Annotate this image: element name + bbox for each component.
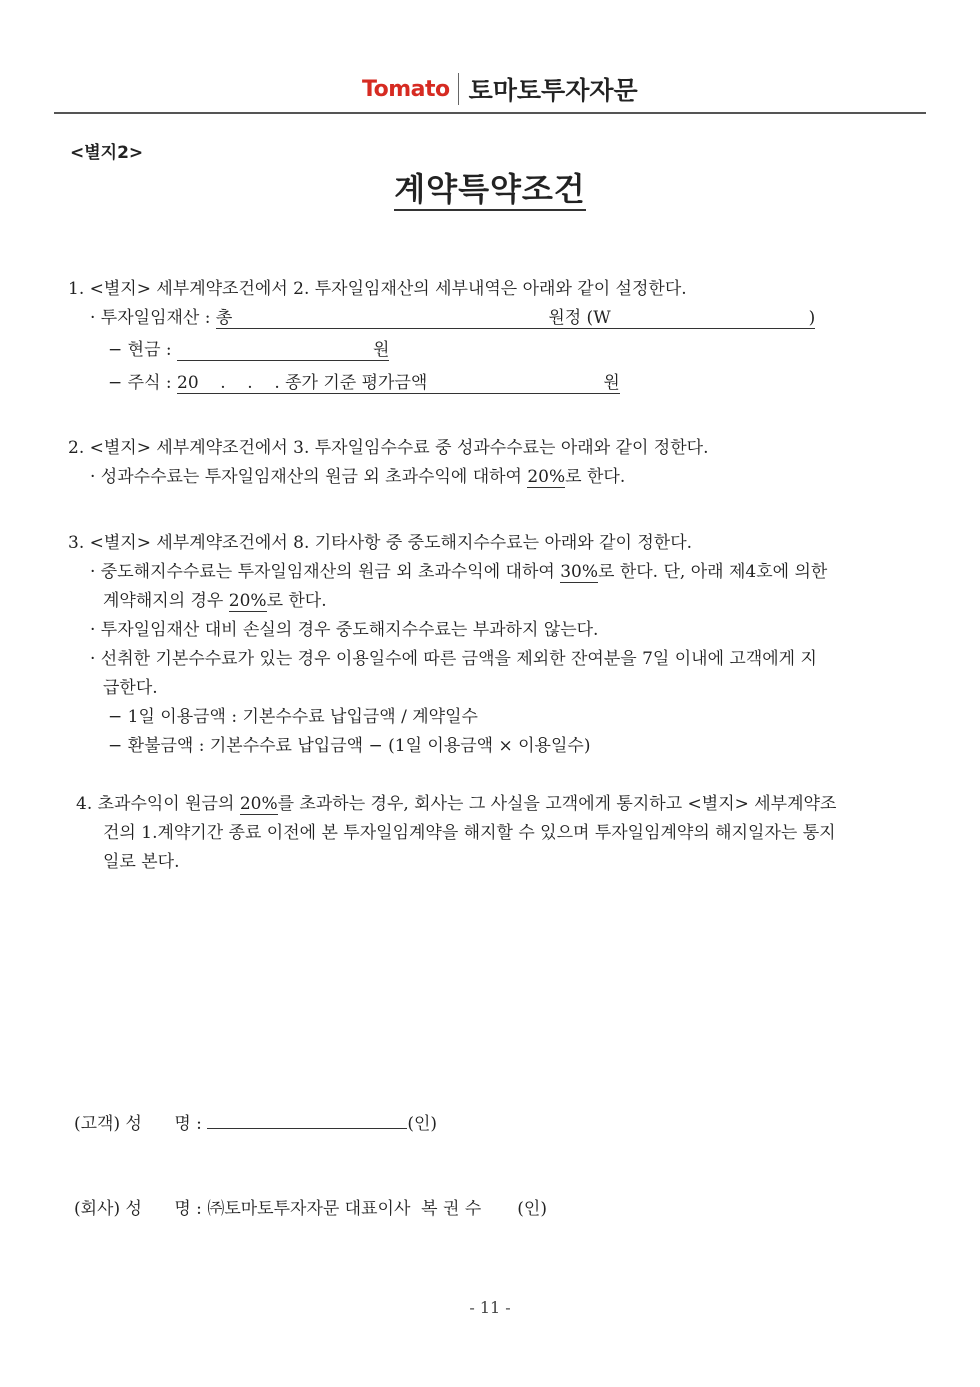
page-title [0, 164, 980, 210]
company-logo [362, 72, 638, 106]
logo-korean: 토마토투자자문 [468, 76, 638, 105]
refund-formula: − 환불금액 : 기본수수료 납입금액 − (1일 이용금액 × 이용일수) [108, 736, 591, 756]
asset-label: · 투자일임재산 : [90, 308, 216, 328]
asset-won-label: 원정 (W [548, 308, 611, 328]
logo-english: Tomato [362, 76, 450, 102]
company-representative: ㈜토마토투자자문 대표이사 복 권 수 [207, 1199, 482, 1219]
daily-amount-formula: − 1일 이용금액 : 기본수수료 납입금액 / 계약일수 [108, 707, 478, 727]
loss-exemption-row: · 투자일임재산 대비 손실의 경우 중도해지수수료는 부과하지 않는다. [90, 620, 599, 640]
company-seal: (인) [517, 1199, 547, 1219]
doc-tag: <별지2> [70, 143, 144, 163]
prepaid-fee-row: · 선취한 기본수수료가 있는 경우 이용일수에 따른 금액을 제외한 잔여분을 7일 이내에 고객에게 지 [90, 649, 817, 669]
cash-field: 원 [177, 340, 389, 361]
section-4-line-2: 건의 1.계약기간 종료 이전에 본 투자일임계약을 해지할 수 있으며 투자일임계약의 해지일자는 통지 [103, 823, 836, 843]
stock-label: − 주식 : [108, 373, 178, 393]
stock-field: 20 . . . 종가 기준 평가금액 원 [177, 373, 620, 393]
company-label: (회사) 성 명 : [74, 1199, 208, 1219]
section-4-line-3: 일로 본다. [103, 852, 180, 872]
logo-divider [458, 73, 459, 105]
early-fee-row-cont: 계약해지의 경우 20%로 한다. [103, 591, 327, 611]
customer-label: (고객) 성 명 : [74, 1114, 208, 1134]
perf-fee-row: · 성과수수료는 투자일임재산의 원금 외 초과수익에 대하여 20%로 한다. [90, 467, 626, 487]
customer-seal: (인) [407, 1114, 438, 1134]
asset-row [90, 307, 815, 329]
customer-name-field[interactable] [207, 1111, 407, 1129]
header-rule [54, 112, 926, 114]
customer-signature-row [74, 1111, 437, 1135]
section-4-line: 4. 초과수익이 원금의 20%를 초과하는 경우, 회사는 그 사실을 고객에게 통지하고 <별지> 세부계약조 [76, 794, 837, 814]
prepaid-fee-row-cont: 급한다. [103, 678, 158, 698]
early-fee-percent: 30% [560, 562, 598, 582]
section-1-line: 1. <별지> 세부계약조건에서 2. 투자일임재산의 세부내역은 아래와 같이 설정한다. [68, 279, 687, 299]
early-fee-row: · 중도해지수수료는 투자일임재산의 원금 외 초과수익에 대하여 30%로 한다. 단, 아래 제4호에 의한 [90, 562, 828, 582]
cash-row [108, 339, 389, 361]
company-signature-row [74, 1198, 547, 1220]
section-3-line: 3. <별지> 세부계약조건에서 8. 기타사항 중 중도해지수수료는 아래와 같이 정한다. [68, 533, 693, 553]
section-2-line: 2. <별지> 세부계약조건에서 3. 투자일임수수료 중 성과수수료는 아래와 같이 정한다. [68, 438, 709, 458]
cash-label: − 현금 : [108, 340, 178, 360]
termination-fee-percent: 20% [228, 591, 267, 611]
page-number: - 11 - [469, 1298, 511, 1317]
asset-total-field: 총 원정 (W ) [215, 308, 816, 328]
perf-fee-percent: 20% [527, 467, 566, 487]
excess-return-percent: 20% [239, 794, 278, 814]
page-title-text: 계약특약조건 [394, 170, 585, 211]
stock-row [108, 372, 620, 394]
